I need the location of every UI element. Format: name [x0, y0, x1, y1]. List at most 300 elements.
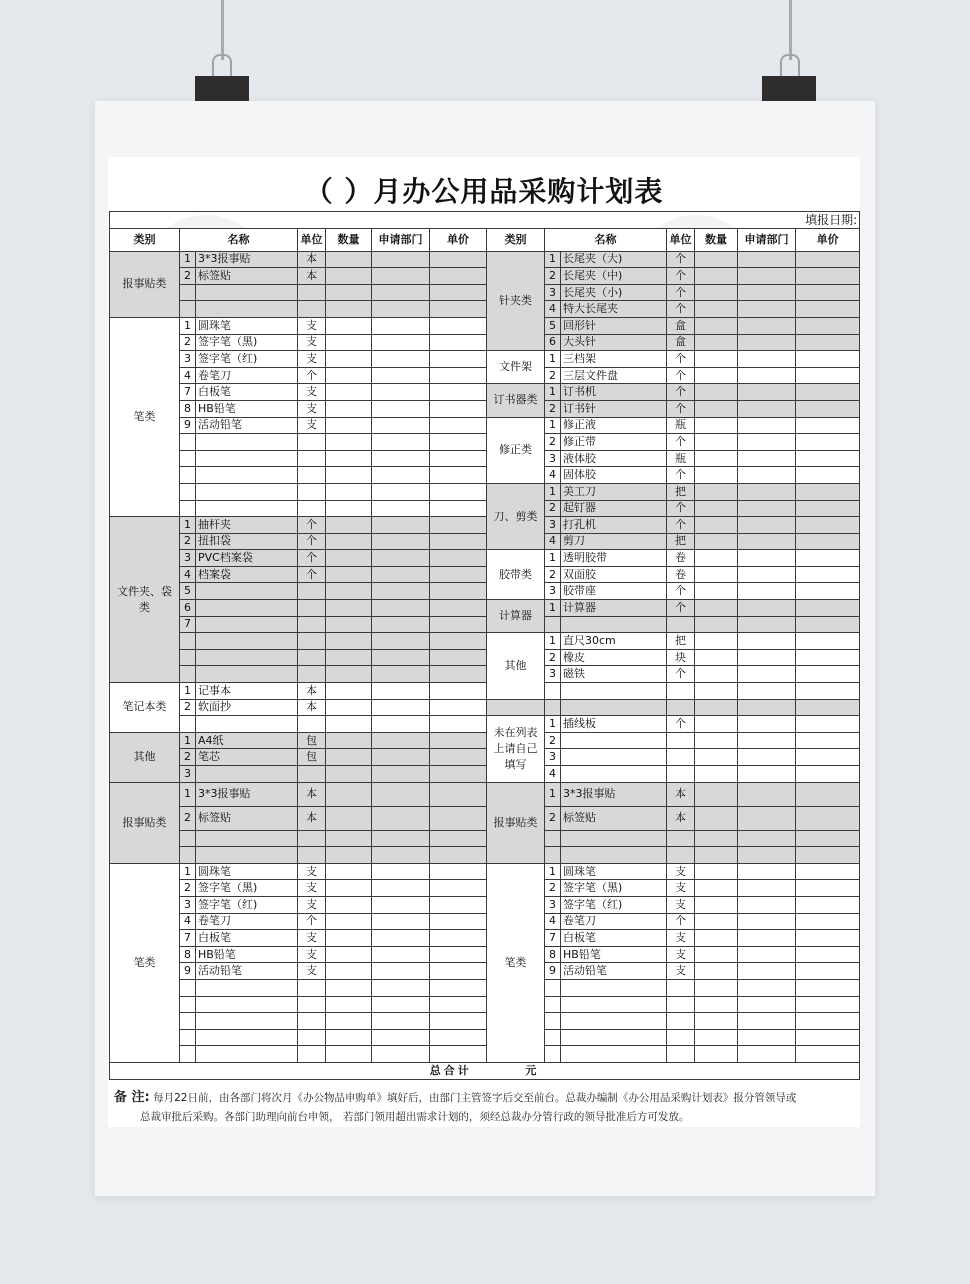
- quantity-cell: [326, 633, 372, 650]
- item-number: 4: [180, 367, 196, 384]
- item-number: 7: [545, 930, 561, 947]
- item-unit: [298, 284, 326, 301]
- item-name: 特大长尾夹: [561, 301, 667, 318]
- item-unit: [298, 583, 326, 600]
- quantity-cell: [695, 830, 738, 847]
- table-row: [110, 600, 860, 617]
- item-unit: 盒: [667, 317, 695, 334]
- item-unit: [298, 434, 326, 451]
- department-cell: [372, 1013, 430, 1030]
- quantity-cell: [326, 699, 372, 716]
- category-cell: 报事贴类: [487, 782, 545, 863]
- item-name: [561, 1013, 667, 1030]
- item-number: [180, 830, 196, 847]
- price-cell: [430, 749, 487, 766]
- department-cell: [372, 268, 430, 285]
- item-unit: [667, 766, 695, 783]
- price-cell: [430, 517, 487, 534]
- item-unit: [298, 600, 326, 617]
- item-unit: 瓶: [667, 450, 695, 467]
- quantity-cell: [695, 450, 738, 467]
- price-cell: [796, 782, 860, 806]
- table-row: [110, 633, 860, 650]
- quantity-cell: [326, 732, 372, 749]
- item-number: [545, 699, 561, 716]
- item-name: [196, 830, 298, 847]
- item-number: 2: [180, 268, 196, 285]
- page-title: （ ）月办公用品采购计划表: [304, 175, 664, 208]
- item-name: [196, 483, 298, 500]
- item-name: 标签贴: [196, 268, 298, 285]
- hanger-wire-right: [789, 0, 792, 60]
- item-unit: 把: [667, 533, 695, 550]
- item-unit: [667, 683, 695, 700]
- item-number: 1: [545, 483, 561, 500]
- department-cell: [372, 683, 430, 700]
- quantity-cell: [326, 417, 372, 434]
- quantity-cell: [695, 301, 738, 318]
- department-cell: [372, 766, 430, 783]
- department-cell: [372, 806, 430, 830]
- department-cell: [738, 1029, 796, 1046]
- price-cell: [796, 533, 860, 550]
- department-cell: [738, 400, 796, 417]
- quantity-cell: [695, 351, 738, 368]
- item-name: HB铅笔: [561, 946, 667, 963]
- department-cell: [372, 334, 430, 351]
- item-name: 磁铁: [561, 666, 667, 683]
- item-number: 2: [545, 367, 561, 384]
- quantity-cell: [326, 806, 372, 830]
- item-name: [196, 467, 298, 484]
- item-name: 透明胶带: [561, 550, 667, 567]
- quantity-cell: [695, 782, 738, 806]
- price-cell: [430, 566, 487, 583]
- item-number: 1: [180, 317, 196, 334]
- item-unit: 个: [298, 550, 326, 567]
- price-cell: [796, 450, 860, 467]
- price-cell: [430, 317, 487, 334]
- department-cell: [372, 483, 430, 500]
- quantity-cell: [326, 533, 372, 550]
- purchase-plan-table: [109, 211, 860, 1080]
- item-unit: [667, 830, 695, 847]
- price-cell: [796, 500, 860, 517]
- item-number: 1: [180, 732, 196, 749]
- quantity-cell: [326, 649, 372, 666]
- header-price: 单价: [430, 228, 487, 251]
- quantity-cell: [326, 1046, 372, 1063]
- department-cell: [372, 251, 430, 268]
- quantity-cell: [695, 1046, 738, 1063]
- item-number: 2: [545, 649, 561, 666]
- header-row: [110, 228, 860, 251]
- category-cell: 笔记本类: [110, 683, 180, 733]
- table-row: [110, 284, 860, 301]
- item-number: 3: [180, 351, 196, 368]
- department-cell: [372, 996, 430, 1013]
- item-name: [561, 749, 667, 766]
- department-cell: [372, 566, 430, 583]
- item-name: 双面胶: [561, 566, 667, 583]
- item-name: [561, 1046, 667, 1063]
- quantity-cell: [695, 334, 738, 351]
- category-cell: 笔类: [110, 863, 180, 1062]
- category-cell: 胶带类: [487, 550, 545, 600]
- item-number: 1: [545, 716, 561, 733]
- table-row: [110, 749, 860, 766]
- quantity-cell: [695, 930, 738, 947]
- item-unit: 个: [667, 467, 695, 484]
- price-cell: [430, 996, 487, 1013]
- item-name: 活动铅笔: [196, 963, 298, 980]
- item-name: [196, 766, 298, 783]
- item-number: 3: [545, 583, 561, 600]
- item-unit: [298, 483, 326, 500]
- item-name: 档案袋: [196, 566, 298, 583]
- item-unit: [667, 732, 695, 749]
- header-category: 类别: [110, 228, 180, 251]
- table-row: [110, 367, 860, 384]
- quantity-cell: [326, 666, 372, 683]
- category-cell: 其他: [487, 633, 545, 699]
- department-cell: [372, 930, 430, 947]
- quantity-cell: [695, 467, 738, 484]
- item-name: HB铅笔: [196, 946, 298, 963]
- price-cell: [796, 863, 860, 880]
- item-name: [196, 600, 298, 617]
- price-cell: [430, 930, 487, 947]
- quantity-cell: [695, 400, 738, 417]
- fill-date-label: 填报日期:: [110, 212, 860, 229]
- price-cell: [796, 600, 860, 617]
- item-unit: 包: [298, 732, 326, 749]
- department-cell: [372, 963, 430, 980]
- item-number: [545, 616, 561, 633]
- price-cell: [430, 699, 487, 716]
- price-cell: [430, 830, 487, 847]
- item-name: 大头针: [561, 334, 667, 351]
- price-cell: [430, 913, 487, 930]
- quantity-cell: [326, 351, 372, 368]
- item-unit: 个: [667, 666, 695, 683]
- item-unit: [667, 1013, 695, 1030]
- table-row: [110, 716, 860, 733]
- table-row: [110, 400, 860, 417]
- department-cell: [738, 649, 796, 666]
- note-block: [114, 1088, 858, 1127]
- department-cell: [372, 384, 430, 401]
- item-unit: [298, 847, 326, 864]
- item-unit: [298, 1046, 326, 1063]
- price-cell: [430, 434, 487, 451]
- item-number: 3: [180, 550, 196, 567]
- department-cell: [738, 417, 796, 434]
- item-number: 3: [180, 896, 196, 913]
- item-unit: 把: [667, 483, 695, 500]
- quantity-cell: [326, 913, 372, 930]
- item-unit: 个: [667, 600, 695, 617]
- category-cell: 订书器类: [487, 384, 545, 417]
- item-name: HB铅笔: [196, 400, 298, 417]
- item-number: [180, 434, 196, 451]
- table-row: [110, 251, 860, 268]
- item-unit: 个: [298, 566, 326, 583]
- table-row: [110, 913, 860, 930]
- price-cell: [430, 284, 487, 301]
- item-number: 4: [180, 913, 196, 930]
- item-unit: 支: [298, 317, 326, 334]
- price-cell: [796, 1029, 860, 1046]
- table-row: [110, 930, 860, 947]
- department-cell: [738, 616, 796, 633]
- department-cell: [738, 600, 796, 617]
- category-cell: 笔类: [487, 863, 545, 1062]
- price-cell: [796, 699, 860, 716]
- price-cell: [430, 467, 487, 484]
- item-name: [561, 683, 667, 700]
- price-cell: [796, 996, 860, 1013]
- item-number: 1: [180, 782, 196, 806]
- item-unit: 支: [667, 963, 695, 980]
- department-cell: [372, 600, 430, 617]
- quantity-cell: [695, 749, 738, 766]
- item-number: [545, 1029, 561, 1046]
- item-unit: 支: [298, 930, 326, 947]
- header-name: 名称: [545, 228, 667, 251]
- quantity-cell: [326, 483, 372, 500]
- department-cell: [738, 979, 796, 996]
- item-name: 卷笔刀: [561, 913, 667, 930]
- department-cell: [738, 450, 796, 467]
- item-number: 9: [545, 963, 561, 980]
- quantity-cell: [326, 1029, 372, 1046]
- price-cell: [430, 450, 487, 467]
- item-unit: 个: [667, 284, 695, 301]
- price-cell: [796, 566, 860, 583]
- item-name: [561, 1029, 667, 1046]
- item-name: 签字笔（红): [561, 896, 667, 913]
- item-name: [196, 450, 298, 467]
- quantity-cell: [695, 896, 738, 913]
- quantity-cell: [326, 716, 372, 733]
- item-name: 软面抄: [196, 699, 298, 716]
- item-name: [196, 1013, 298, 1030]
- price-cell: [430, 963, 487, 980]
- item-name: [196, 1046, 298, 1063]
- item-name: 笔芯: [196, 749, 298, 766]
- item-number: [180, 467, 196, 484]
- item-number: 3: [180, 766, 196, 783]
- item-number: [180, 716, 196, 733]
- item-name: 3*3报事贴: [196, 251, 298, 268]
- item-name: 签字笔（红): [196, 351, 298, 368]
- table-row: [110, 847, 860, 864]
- item-name: 签字笔（黑): [196, 880, 298, 897]
- department-cell: [738, 251, 796, 268]
- item-unit: 个: [667, 301, 695, 318]
- item-number: [545, 830, 561, 847]
- department-cell: [372, 649, 430, 666]
- item-name: 标签贴: [196, 806, 298, 830]
- item-name: [196, 847, 298, 864]
- department-cell: [738, 384, 796, 401]
- note-line-1: 每月22日前，由各部门将次月《办公物品申购单》填好后，由部门主管签字后交至前台。总裁办编制《办公用品采购计划表》报分管领导或: [153, 1092, 797, 1104]
- item-number: 2: [545, 400, 561, 417]
- item-number: [180, 500, 196, 517]
- price-cell: [796, 913, 860, 930]
- table-row: [110, 317, 860, 334]
- item-unit: [298, 830, 326, 847]
- quantity-cell: [326, 830, 372, 847]
- item-unit: 个: [667, 583, 695, 600]
- category-cell: [487, 699, 545, 716]
- department-cell: [738, 1013, 796, 1030]
- item-unit: [298, 996, 326, 1013]
- item-unit: [298, 633, 326, 650]
- item-name: 长尾夹（中): [561, 268, 667, 285]
- item-number: 4: [545, 467, 561, 484]
- item-name: [196, 716, 298, 733]
- item-name: [196, 649, 298, 666]
- item-number: 2: [180, 880, 196, 897]
- department-cell: [372, 616, 430, 633]
- item-name: 圆珠笔: [196, 317, 298, 334]
- department-cell: [738, 666, 796, 683]
- table-row: [110, 863, 860, 880]
- quantity-cell: [695, 367, 738, 384]
- quantity-cell: [695, 666, 738, 683]
- item-number: [180, 483, 196, 500]
- item-number: 1: [180, 251, 196, 268]
- item-number: 9: [180, 963, 196, 980]
- item-number: [545, 683, 561, 700]
- quantity-cell: [695, 1013, 738, 1030]
- department-cell: [738, 301, 796, 318]
- price-cell: [796, 400, 860, 417]
- department-cell: [738, 913, 796, 930]
- quantity-cell: [326, 450, 372, 467]
- department-cell: [372, 450, 430, 467]
- price-cell: [430, 666, 487, 683]
- quantity-cell: [326, 268, 372, 285]
- item-number: [180, 450, 196, 467]
- department-cell: [372, 749, 430, 766]
- quantity-cell: [695, 317, 738, 334]
- price-cell: [796, 434, 860, 451]
- item-name: 修正液: [561, 417, 667, 434]
- price-cell: [796, 806, 860, 830]
- note-line-2: 总裁审批后采购。各部门助理向前台申领， 若部门领用超出需求计划的，须经总裁办分管行政的领导批准后方可发放。: [140, 1111, 690, 1123]
- department-cell: [738, 946, 796, 963]
- category-cell: 刀、剪类: [487, 483, 545, 549]
- item-unit: 本: [298, 268, 326, 285]
- item-name: [196, 1029, 298, 1046]
- item-name: [196, 434, 298, 451]
- item-name: 长尾夹（小): [561, 284, 667, 301]
- quantity-cell: [695, 649, 738, 666]
- department-cell: [738, 766, 796, 783]
- item-unit: [298, 450, 326, 467]
- department-cell: [372, 699, 430, 716]
- item-name: [196, 301, 298, 318]
- item-name: [561, 996, 667, 1013]
- item-name: [561, 616, 667, 633]
- table-row: [110, 649, 860, 666]
- table-row: [110, 500, 860, 517]
- price-cell: [430, 716, 487, 733]
- item-name: [196, 996, 298, 1013]
- item-number: 2: [545, 806, 561, 830]
- item-number: [180, 996, 196, 1013]
- item-number: [180, 1029, 196, 1046]
- item-name: 3*3报事贴: [561, 782, 667, 806]
- price-cell: [796, 550, 860, 567]
- department-cell: [738, 500, 796, 517]
- item-unit: [298, 616, 326, 633]
- quantity-cell: [326, 963, 372, 980]
- item-number: 1: [545, 633, 561, 650]
- item-unit: 个: [298, 517, 326, 534]
- category-cell: 报事贴类: [110, 251, 180, 317]
- department-cell: [372, 732, 430, 749]
- table-row: [110, 1029, 860, 1046]
- table-row: [110, 483, 860, 500]
- department-cell: [372, 633, 430, 650]
- table-row: [110, 268, 860, 285]
- quantity-cell: [695, 550, 738, 567]
- department-cell: [738, 847, 796, 864]
- item-number: 3: [545, 749, 561, 766]
- category-cell: 笔类: [110, 317, 180, 516]
- item-name: [561, 766, 667, 783]
- quantity-cell: [326, 766, 372, 783]
- item-number: 6: [180, 600, 196, 617]
- department-cell: [738, 284, 796, 301]
- item-unit: [667, 847, 695, 864]
- price-cell: [796, 384, 860, 401]
- department-cell: [738, 683, 796, 700]
- department-cell: [372, 880, 430, 897]
- price-cell: [430, 979, 487, 996]
- quantity-cell: [326, 284, 372, 301]
- department-cell: [738, 782, 796, 806]
- total-row: [110, 1062, 860, 1079]
- total-label: 总合计: [429, 1063, 472, 1077]
- price-cell: [796, 616, 860, 633]
- item-name: 活动铅笔: [196, 417, 298, 434]
- table-row: [110, 550, 860, 567]
- department-cell: [372, 946, 430, 963]
- quantity-cell: [326, 550, 372, 567]
- price-cell: [430, 1013, 487, 1030]
- item-name: 计算器: [561, 600, 667, 617]
- item-unit: 支: [298, 863, 326, 880]
- quantity-cell: [695, 880, 738, 897]
- item-name: [196, 583, 298, 600]
- quantity-cell: [695, 979, 738, 996]
- table-row: [110, 782, 860, 806]
- department-cell: [372, 896, 430, 913]
- item-unit: 支: [667, 863, 695, 880]
- item-unit: 个: [667, 434, 695, 451]
- department-cell: [372, 317, 430, 334]
- total-cell: [110, 1062, 860, 1079]
- item-name: [561, 699, 667, 716]
- item-unit: [298, 1029, 326, 1046]
- price-cell: [796, 847, 860, 864]
- table-row: [110, 450, 860, 467]
